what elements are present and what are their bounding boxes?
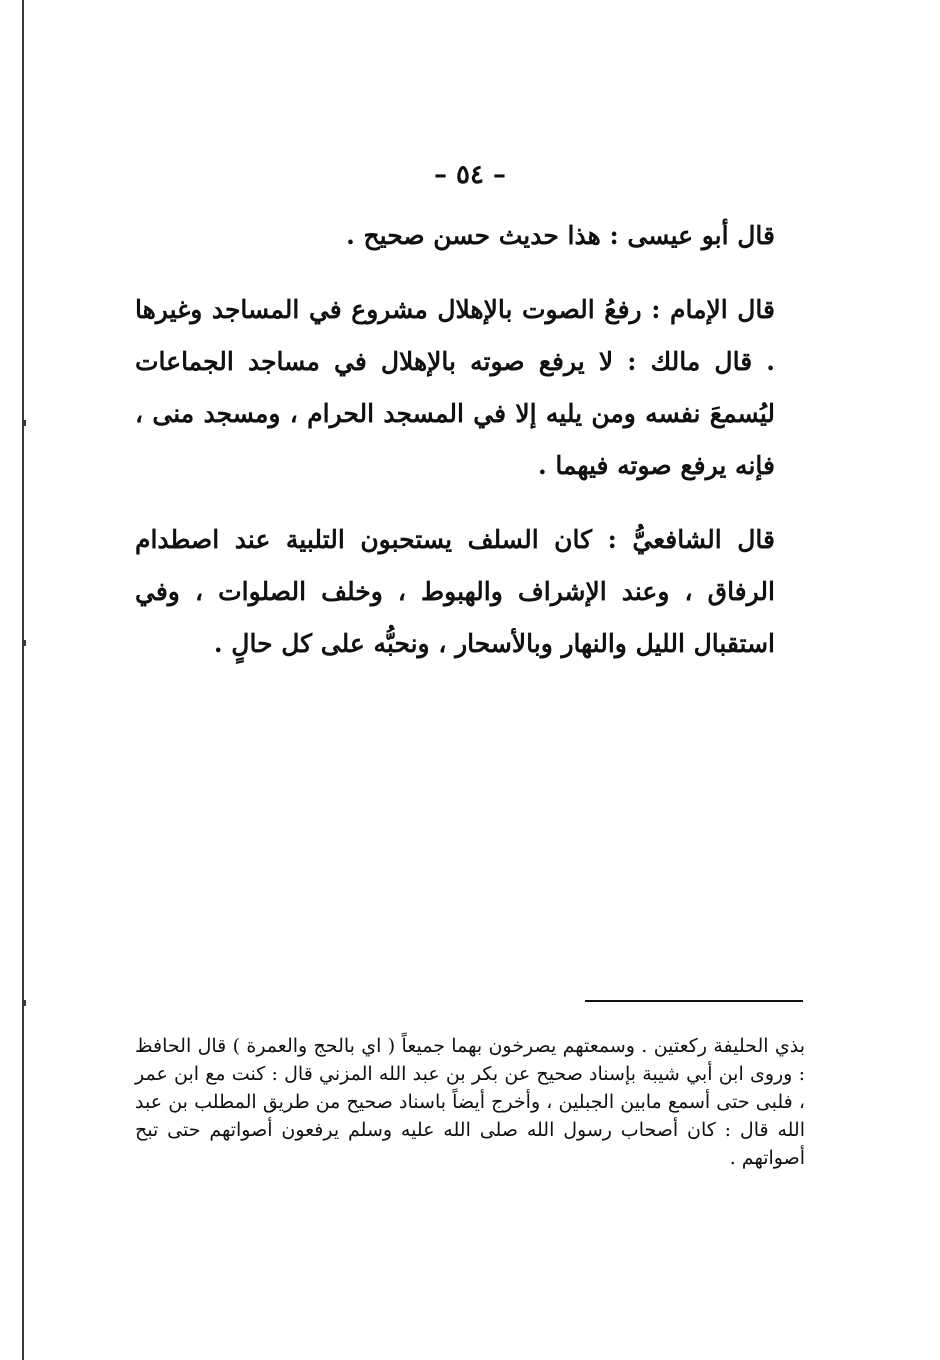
page-edge-tick [22, 1000, 26, 1006]
footnotes [135, 1032, 805, 1172]
paragraph-imam: قال الإمام : رفعُ الصوت بالإهلال مشروع في المساجد وغيرها . قال مالك : لا يرفع صوته بالإهلال في مساجد الجماعات ليُسمعَ نفسه ومن يليه إلا في المسجد الحرام ، ومسجد منى ، فإنه يرفع صوته فيهما . [135, 295, 775, 480]
page-edge-line [22, 0, 24, 1360]
paragraph-shafii: قال الشافعيُّ : كان السلف يستحبون التلبية عند اصطدام الرفاق ، وعند الإشراف والهبوط ، وخلف الصلوات ، وفي استقبال الليل والنهار وبالأسحار ، ونحبُّه على كل حالٍ . [135, 525, 775, 658]
main-text [135, 210, 775, 692]
page-edge-tick [22, 420, 26, 426]
paragraph-abu-isa: قال أبو عيسى : هذا حديث حسن صحيح . [346, 221, 775, 250]
page-number: – ٥٤ – [433, 160, 507, 190]
footnote-separator [585, 1000, 803, 1002]
footnote-text: بذي الحليفة ركعتين . وسمعتهم يصرخون بهما جميعاً ( اي بالحج والعمرة ) قال الحافظ : وروى ابن أبي شيبة بإسناد صحيح عن بكر بن عبد الله المزني قال : كنت مع ابن عمر ، فلبى حتى أسمع مابين الجبلين ، وأخرج أيضاً باسناد صحيح من طريق المطلب بن عبد الله قال : كان أصحاب رسول الله صلى الله عليه وسلم يرفعون أصواتهم حتى تبح أصواتهم . [135, 1035, 805, 1169]
page-edge-tick [22, 640, 26, 646]
